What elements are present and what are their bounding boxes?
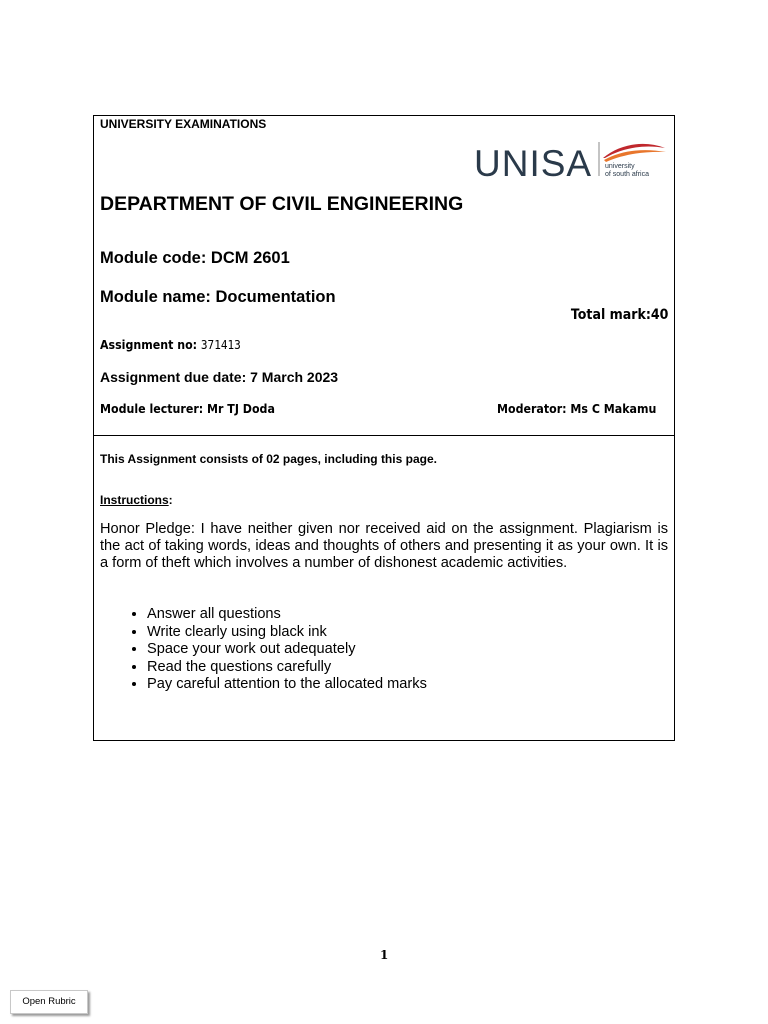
section-divider — [94, 435, 674, 436]
assignment-number-value: 371413 — [200, 338, 241, 352]
list-item: • Write clearly using black ink — [147, 624, 427, 642]
total-mark: Total mark:40 — [570, 307, 668, 323]
logo-wordmark: UNISA — [474, 143, 593, 182]
unisa-logo — [472, 136, 668, 182]
module-name: Module name: Documentation — [100, 288, 336, 306]
assignment-due-date: Assignment due date: 7 March 2023 — [100, 369, 339, 385]
instructions-colon: : — [168, 493, 173, 507]
logo-tagline-2: of south africa — [605, 171, 649, 178]
module-lecturer: Module lecturer: Mr TJ Doda — [100, 402, 275, 416]
module-code: Module code: DCM 2601 — [100, 249, 290, 267]
logo-tagline-1: university — [605, 163, 635, 170]
exam-cover-frame — [93, 115, 675, 741]
list-item: • Pay careful attention to the allocated marks — [147, 676, 427, 694]
instruction-list — [122, 606, 427, 694]
university-examinations-heading: UNIVERSITY EXAMINATIONS — [100, 117, 267, 131]
instructions-label: Instructions — [100, 493, 169, 507]
list-item: • Space your work out adequately — [147, 641, 427, 659]
open-rubric-button[interactable]: Open Rubric — [10, 990, 88, 1014]
moderator: Moderator: Ms C Makamu — [497, 402, 657, 416]
page-number: 1 — [380, 948, 389, 962]
instructions-heading — [100, 493, 173, 507]
list-item: • Read the questions carefully — [147, 659, 427, 677]
assignment-number — [100, 338, 241, 352]
page-count-note: This Assignment consists of 02 pages, including this page. — [100, 452, 437, 466]
department-title: DEPARTMENT OF CIVIL ENGINEERING — [100, 193, 464, 215]
honor-pledge-paragraph: Honor Pledge: I have neither given nor received aid on the assignment. Plagiarism is the act of taking words, ideas and thoughts of others and presenting it as your own. It is a form of theft which involves a number of dishonest academic activities. — [100, 521, 668, 571]
assignment-number-label: Assignment no: — [100, 338, 201, 352]
list-item: • Answer all questions — [147, 606, 427, 624]
